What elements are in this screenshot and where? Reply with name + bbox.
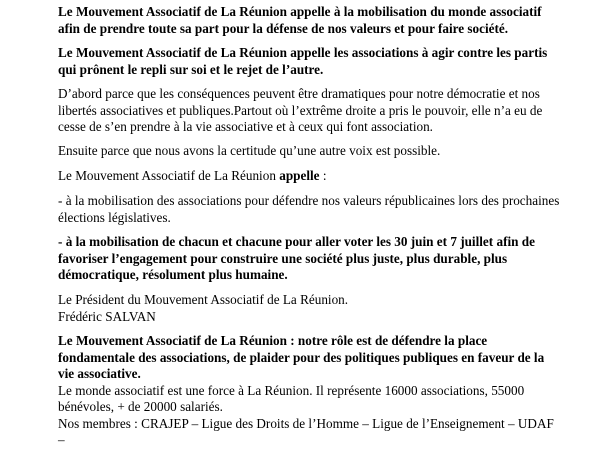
paragraph-call-mobilisation: Le Mouvement Associatif de La Réunion appelle à la mobilisation du monde associatif afin de prendre toute sa part pour la défense de nos valeurs et pour faire société. [58,4,542,36]
signature-name: Frédéric SALVAN [58,308,156,324]
about-force: Le monde associatif est une force à La Réunion. Il représente 16000 associations, 55000 bénévoles, + de 20000 salariés. [58,382,525,414]
paragraph-appelle-intro [58,168,560,185]
paragraph-consequences: D’abord parce que les conséquences peuvent être dramatiques pour notre démocratie et nos libertés associatives et publiques.Partout où l’extrême droite a pris le pouvoir, elle n’a eu de cesse de s’en prendre à la vie associative et à ceux qui font association. [58,86,543,134]
appelle-prefix: Le Mouvement Associatif de La Réunion [58,168,280,183]
paragraph-another-voice: Ensuite parce que nous avons la certitude qu’une autre voix est possible. [58,143,441,158]
list-item-vote: - à la mobilisation de chacun et chacune pour aller voter les 30 juin et 7 juillet afin de favoriser l’engagement pour construire une société plus juste, plus durable, plus démocratique, résolument plus humaine. [58,234,535,282]
list-item-associations: - à la mobilisation des associations pour défendre nos valeurs républicaines lors des prochaines élections législatives. [58,193,560,225]
appelle-emphasis: appelle [279,168,320,183]
about-block [58,333,560,449]
signature-block [58,292,560,325]
paragraph-call-associations: Le Mouvement Associatif de La Réunion appelle les associations à agir contre les partis qui prônent le repli sur soi et le rejet de l’autre. [58,45,548,77]
signature-title: Le Président du Mouvement Associatif de La Réunion. [58,292,349,307]
about-role: Le Mouvement Associatif de La Réunion : notre rôle est de défendre la place fondamentale des associations, de plaider pour des politiques publiques en faveur de la vie associative. [58,333,545,381]
appelle-suffix: : [319,168,327,183]
about-members: Nos membres : CRAJEP – Ligue des Droits de l’Homme – Ligue de l’Enseignement – UDAF – [58,415,554,447]
